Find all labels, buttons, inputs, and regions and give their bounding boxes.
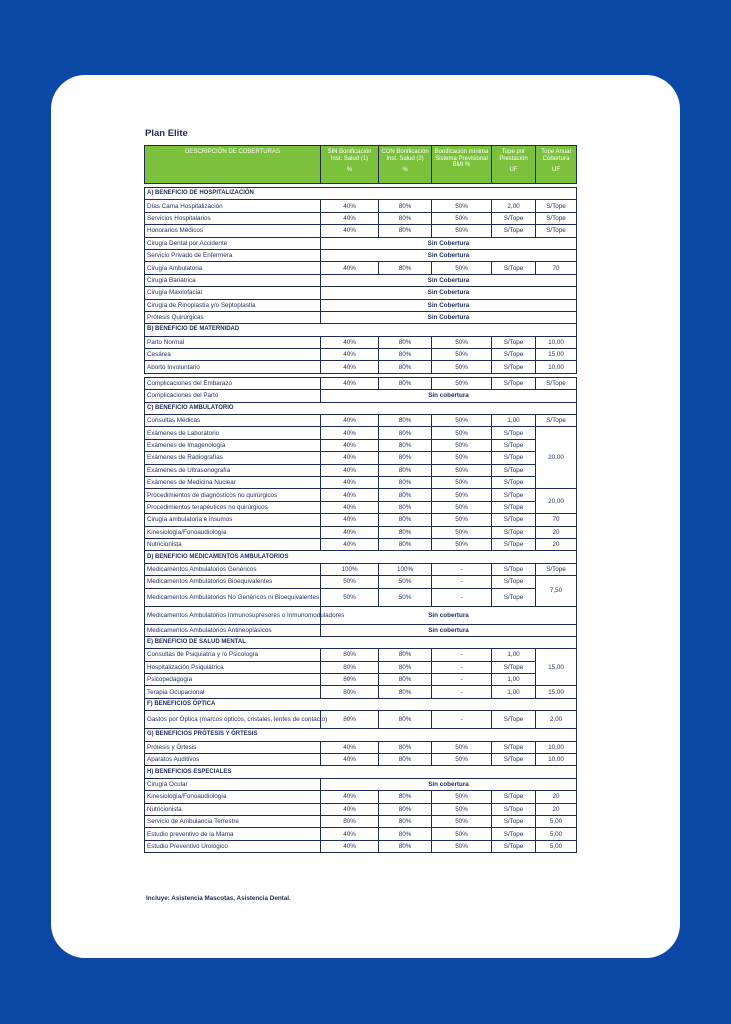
tope-prestacion-value: S/Tope <box>492 563 536 575</box>
coverage-name: Estudio preventivo de la Mama <box>145 828 321 840</box>
con-bonificacion-value: 80% <box>379 377 432 389</box>
tope-anual-value: 5,00 <box>536 815 577 827</box>
coverage-name: Exámenes de Laboratorio <box>145 427 321 439</box>
sin-bonificacion-value: 100% <box>321 563 379 575</box>
coverage-name: Servicio de Ambulancia Terrestre <box>145 815 321 827</box>
section-title: A) BENEFICIO DE HOSPITALIZACIÓN <box>145 188 577 200</box>
bmi-value: 50% <box>432 427 492 439</box>
table-row <box>145 249 577 261</box>
no-coverage-cell: Sin cobertura <box>321 778 577 790</box>
header-con: CON Bonificación Inst. Salud (2) % <box>379 146 432 184</box>
con-bonificacion-value: 80% <box>379 803 432 815</box>
tope-prestacion-value: S/Tope <box>492 212 536 224</box>
tope-prestacion-value: 1,00 <box>492 415 536 427</box>
tope-anual-value: S/Tope <box>536 377 577 389</box>
bmi-value: 50% <box>432 828 492 840</box>
sin-bonificacion-value: 40% <box>321 791 379 803</box>
table-row <box>145 576 577 588</box>
tope-prestacion-value: S/Tope <box>492 377 536 389</box>
bmi-value: - <box>432 674 492 686</box>
tope-anual-value: S/Tope <box>536 212 577 224</box>
table-row <box>145 262 577 274</box>
bmi-value: 50% <box>432 840 492 852</box>
con-bonificacion-value: 50% <box>379 576 432 588</box>
sin-bonificacion-value: 80% <box>321 661 379 673</box>
con-bonificacion-value: 80% <box>379 464 432 476</box>
table-row <box>145 299 577 311</box>
tope-prestacion-value: S/Tope <box>492 262 536 274</box>
tope-anual-value: 5,00 <box>536 840 577 852</box>
sin-bonificacion-value: 50% <box>321 588 379 606</box>
table-row <box>145 686 577 698</box>
coverage-name: Cirugía Dental por Accidente <box>145 237 321 249</box>
tope-anual-value: 15,00 <box>536 686 577 698</box>
tope-prestacion-value: S/Tope <box>492 514 536 526</box>
tope-prestacion-value: 1,00 <box>492 674 536 686</box>
coverage-name: Exámenes de Radiografías <box>145 452 321 464</box>
tope-anual-value: S/Tope <box>536 415 577 427</box>
table-row <box>145 778 577 790</box>
coverage-name: Cirugía Maxilofacial <box>145 287 321 299</box>
tope-anual-value: 5,00 <box>536 828 577 840</box>
coverage-name: Procedimientos de diagnósticos no quirúrgicos <box>145 489 321 501</box>
tope-prestacion-value: S/Tope <box>492 538 536 550</box>
coverage-name: Aborto Involuntario <box>145 361 321 373</box>
header-description: DESCRIPCIÓN DE COBERTURAS <box>145 146 321 184</box>
table-row <box>145 349 577 361</box>
sin-bonificacion-value: 80% <box>321 674 379 686</box>
table-row <box>145 840 577 852</box>
tope-anual-value: S/Tope <box>536 225 577 237</box>
tope-prestacion-value: S/Tope <box>492 815 536 827</box>
coverage-name: Nutricionista <box>145 538 321 550</box>
no-coverage-cell: Sin cobertura <box>321 624 577 636</box>
coverage-name: Psicopedagogía <box>145 674 321 686</box>
sin-bonificacion-value: 80% <box>321 711 379 729</box>
con-bonificacion-value: 80% <box>379 336 432 348</box>
sin-bonificacion-value: 40% <box>321 741 379 753</box>
con-bonificacion-value: 80% <box>379 262 432 274</box>
section-row <box>145 324 577 336</box>
con-bonificacion-value: 100% <box>379 563 432 575</box>
tope-prestacion-value: S/Tope <box>492 840 536 852</box>
header-anual: Tope Anual Cobertura UF <box>536 146 577 184</box>
con-bonificacion-value: 80% <box>379 489 432 501</box>
bmi-value: 50% <box>432 526 492 538</box>
tope-anual-group-value: 20,00 <box>536 427 577 489</box>
table-row <box>145 452 577 464</box>
section-title: D) BENEFICIO MEDICAMENTOS AMBULATORIOS <box>145 551 577 563</box>
coverage-name: Parto Normal <box>145 336 321 348</box>
sin-bonificacion-value: 40% <box>321 754 379 766</box>
coverage-name: Consultas Médicas <box>145 415 321 427</box>
table-row <box>145 674 577 686</box>
tope-prestacion-value: S/Tope <box>492 754 536 766</box>
section-title: G) BENEFICIOS PRÓTESIS Y ÓRTESIS <box>145 729 577 741</box>
tope-prestacion-value: S/Tope <box>492 803 536 815</box>
tope-prestacion-value: S/Tope <box>492 661 536 673</box>
section-row <box>145 188 577 200</box>
coverage-name: Exámenes de Medicina Nuclear <box>145 476 321 488</box>
tope-prestacion-value: S/Tope <box>492 711 536 729</box>
section-row <box>145 551 577 563</box>
tope-prestacion-value: S/Tope <box>492 741 536 753</box>
tope-anual-group-value: 7,50 <box>536 576 577 606</box>
table-row <box>145 828 577 840</box>
con-bonificacion-value: 80% <box>379 200 432 212</box>
bmi-value: 50% <box>432 452 492 464</box>
tope-prestacion-value: 1,00 <box>492 686 536 698</box>
tope-anual-value: 10,00 <box>536 754 577 766</box>
bmi-value: 50% <box>432 361 492 373</box>
sin-bonificacion-value: 40% <box>321 501 379 513</box>
con-bonificacion-value: 80% <box>379 741 432 753</box>
sin-bonificacion-value: 40% <box>321 377 379 389</box>
bmi-value: 50% <box>432 464 492 476</box>
header-tope: Tope por Prestación UF <box>492 146 536 184</box>
table-row <box>145 237 577 249</box>
tope-prestacion-value: 2,00 <box>492 200 536 212</box>
sin-bonificacion-value: 80% <box>321 686 379 698</box>
sin-bonificacion-value: 50% <box>321 576 379 588</box>
con-bonificacion-value: 80% <box>379 476 432 488</box>
con-bonificacion-value: 80% <box>379 649 432 661</box>
bmi-value: 50% <box>432 815 492 827</box>
con-bonificacion-value: 80% <box>379 501 432 513</box>
sin-bonificacion-value: 80% <box>321 815 379 827</box>
header-sin: SIN Bonificación Inst. Salud (1) % <box>321 146 379 184</box>
table-row <box>145 311 577 323</box>
con-bonificacion-value: 80% <box>379 661 432 673</box>
coverage-name: Procedimientos terapéuticos no quirúrgicos <box>145 501 321 513</box>
sin-bonificacion-value: 40% <box>321 489 379 501</box>
sin-bonificacion-value: 40% <box>321 526 379 538</box>
coverage-name: Cirugía Ocular <box>145 778 321 790</box>
sin-bonificacion-value: 40% <box>321 476 379 488</box>
tope-prestacion-value: S/Tope <box>492 501 536 513</box>
table-row <box>145 336 577 348</box>
coverage-name: Medicamentos Ambulatorios Antineoplásicos <box>145 624 321 636</box>
section-row <box>145 698 577 710</box>
no-coverage-cell: Sin Cobertura <box>321 299 577 311</box>
tope-prestacion-value: S/Tope <box>492 225 536 237</box>
table-row <box>145 606 577 624</box>
coverage-name: Medicamentos Ambulatorios Genéricos <box>145 563 321 575</box>
con-bonificacion-value: 80% <box>379 349 432 361</box>
sin-bonificacion-value: 40% <box>321 452 379 464</box>
bmi-value: 50% <box>432 741 492 753</box>
sin-bonificacion-value: 40% <box>321 349 379 361</box>
sin-bonificacion-value: 80% <box>321 649 379 661</box>
coverage-name: Días Cama Hospitalización <box>145 200 321 212</box>
table-row <box>145 427 577 439</box>
no-coverage-cell: Sin Cobertura <box>321 311 577 323</box>
tope-anual-value: S/Tope <box>536 563 577 575</box>
bmi-value: 50% <box>432 476 492 488</box>
tope-anual-value: 20 <box>536 791 577 803</box>
tope-anual-value: 20 <box>536 538 577 550</box>
table-row <box>145 390 577 402</box>
tope-anual-value: 2,00 <box>536 711 577 729</box>
con-bonificacion-value: 80% <box>379 791 432 803</box>
tope-anual-value: 20 <box>536 526 577 538</box>
no-coverage-cell: Sin Cobertura <box>321 287 577 299</box>
bmi-value: - <box>432 588 492 606</box>
sin-bonificacion-value: 40% <box>321 262 379 274</box>
bmi-value: - <box>432 686 492 698</box>
table-row <box>145 563 577 575</box>
table-row <box>145 661 577 673</box>
section-title: H) BENEFICIOS ESPECIALES <box>145 766 577 778</box>
tope-prestacion-value: S/Tope <box>492 427 536 439</box>
coverage-name: Servicio Privado de Enfermera <box>145 249 321 261</box>
table-row <box>145 361 577 373</box>
table-row <box>145 377 577 389</box>
sin-bonificacion-value: 40% <box>321 840 379 852</box>
bmi-value: - <box>432 661 492 673</box>
tope-prestacion-value: S/Tope <box>492 361 536 373</box>
coverage-name: Hospitalización Psiquiátrica <box>145 661 321 673</box>
coverage-name: Complicaciones del Parto <box>145 390 321 402</box>
table-row <box>145 212 577 224</box>
con-bonificacion-value: 80% <box>379 840 432 852</box>
bmi-value: 50% <box>432 225 492 237</box>
con-bonificacion-value: 80% <box>379 711 432 729</box>
con-bonificacion-value: 80% <box>379 674 432 686</box>
section-title: B) BENEFICIO DE MATERNIDAD <box>145 324 577 336</box>
bmi-value: 50% <box>432 349 492 361</box>
con-bonificacion-value: 80% <box>379 415 432 427</box>
tope-anual-group-value: 15,00 <box>536 649 577 686</box>
table-row <box>145 225 577 237</box>
coverage-name: Medicamentos Ambulatorios Bioequivalentes <box>145 576 321 588</box>
tope-prestacion-value: S/Tope <box>492 464 536 476</box>
no-coverage-cell: Sin cobertura <box>321 390 577 402</box>
coverage-name: Terapia Ocupacional <box>145 686 321 698</box>
bmi-value: 50% <box>432 415 492 427</box>
coverage-name: Cirugía ambulatoria e insumos <box>145 514 321 526</box>
tope-prestacion-value: 1,00 <box>492 649 536 661</box>
tope-anual-value: 15,00 <box>536 349 577 361</box>
con-bonificacion-value: 80% <box>379 514 432 526</box>
bmi-value: 50% <box>432 791 492 803</box>
section-row <box>145 729 577 741</box>
tope-prestacion-value: S/Tope <box>492 791 536 803</box>
table-header <box>145 146 577 184</box>
bmi-value: 50% <box>432 489 492 501</box>
bmi-value: 50% <box>432 538 492 550</box>
table-row <box>145 489 577 501</box>
coverage-name: Complicaciones del Embarazo <box>145 377 321 389</box>
coverage-name: Cesárea <box>145 349 321 361</box>
sin-bonificacion-value: 40% <box>321 828 379 840</box>
coverage-name: Cirugía Bariátrica <box>145 274 321 286</box>
table-row <box>145 415 577 427</box>
no-coverage-cell: Sin Cobertura <box>321 249 577 261</box>
table-row <box>145 649 577 661</box>
sin-bonificacion-value: 40% <box>321 361 379 373</box>
coverage-name: Exámenes de Ultrasonografía <box>145 464 321 476</box>
coverage-name: Cirugía Ambulatoria <box>145 262 321 274</box>
con-bonificacion-value: 80% <box>379 754 432 766</box>
section-title: C) BENEFICIO AMBULATORIO <box>145 402 577 414</box>
con-bonificacion-value: 80% <box>379 427 432 439</box>
bmi-value: - <box>432 563 492 575</box>
coverage-name: Servicios Hospitalarios <box>145 212 321 224</box>
sin-bonificacion-value: 40% <box>321 803 379 815</box>
coverage-table <box>144 145 577 853</box>
tope-anual-value: 20 <box>536 803 577 815</box>
table-row <box>145 791 577 803</box>
coverage-name: Prótesis y Órtesis <box>145 741 321 753</box>
table-row <box>145 200 577 212</box>
con-bonificacion-value: 80% <box>379 526 432 538</box>
bmi-value: 50% <box>432 439 492 451</box>
table-row <box>145 274 577 286</box>
coverage-name: Medicamentos Ambulatorios No Genéricos ni Bioequivalentes <box>145 588 321 606</box>
bmi-value: 50% <box>432 377 492 389</box>
con-bonificacion-value: 80% <box>379 815 432 827</box>
sin-bonificacion-value: 40% <box>321 464 379 476</box>
bmi-value: 50% <box>432 754 492 766</box>
table-row <box>145 588 577 606</box>
tope-prestacion-value: S/Tope <box>492 526 536 538</box>
con-bonificacion-value: 80% <box>379 225 432 237</box>
bmi-value: 50% <box>432 501 492 513</box>
coverage-name: Consultas de Psiquiatría y /o Psicología <box>145 649 321 661</box>
bmi-value: 50% <box>432 514 492 526</box>
con-bonificacion-value: 80% <box>379 361 432 373</box>
coverage-name: Prótesis Quirúrgicas <box>145 311 321 323</box>
coverage-name: Exámenes de Imagenología <box>145 439 321 451</box>
section-row <box>145 766 577 778</box>
section-row <box>145 402 577 414</box>
tope-anual-group-value: 20,00 <box>536 489 577 514</box>
tope-prestacion-value: S/Tope <box>492 489 536 501</box>
table-row <box>145 439 577 451</box>
tope-prestacion-value: S/Tope <box>492 439 536 451</box>
tope-prestacion-value: S/Tope <box>492 828 536 840</box>
table-row <box>145 624 577 636</box>
table-row <box>145 514 577 526</box>
sin-bonificacion-value: 40% <box>321 336 379 348</box>
coverage-name: Cirugía de Rinoplastia y/o Septoplastia <box>145 299 321 311</box>
no-coverage-cell: Sin Cobertura <box>321 237 577 249</box>
con-bonificacion-value: 80% <box>379 686 432 698</box>
section-row <box>145 636 577 648</box>
coverage-name: Estudio Preventivo Urológico <box>145 840 321 852</box>
tope-anual-value: 10,00 <box>536 336 577 348</box>
tope-anual-value: 10,00 <box>536 741 577 753</box>
sin-bonificacion-value: 40% <box>321 415 379 427</box>
table-row <box>145 711 577 729</box>
plan-title: Plan Elite <box>145 128 188 139</box>
bmi-value: 50% <box>432 803 492 815</box>
table-row <box>145 741 577 753</box>
table-row <box>145 501 577 513</box>
bmi-value: 50% <box>432 212 492 224</box>
bmi-value: 50% <box>432 336 492 348</box>
coverage-name: Aparatos Auditivos <box>145 754 321 766</box>
header-bmi: Bonificación mínima Sistema Previsional BMI % <box>432 146 492 184</box>
tope-prestacion-value: S/Tope <box>492 349 536 361</box>
con-bonificacion-value: 80% <box>379 212 432 224</box>
tope-anual-value: S/Tope <box>536 200 577 212</box>
coverage-name: Nutricionista <box>145 803 321 815</box>
table-row <box>145 815 577 827</box>
con-bonificacion-value: 50% <box>379 588 432 606</box>
tope-prestacion-value: S/Tope <box>492 588 536 606</box>
con-bonificacion-value: 80% <box>379 439 432 451</box>
footnote: Incluye: Asistencia Mascotas, Asistencia Dental. <box>146 895 291 902</box>
bmi-value: - <box>432 711 492 729</box>
tope-prestacion-value: S/Tope <box>492 476 536 488</box>
sin-bonificacion-value: 40% <box>321 514 379 526</box>
table-row <box>145 538 577 550</box>
sin-bonificacion-value: 40% <box>321 427 379 439</box>
tope-prestacion-value: S/Tope <box>492 336 536 348</box>
sin-bonificacion-value: 40% <box>321 439 379 451</box>
tope-prestacion-value: S/Tope <box>492 452 536 464</box>
coverage-name: Medicamentos Ambulatorios Inmunosupresores o Inmunomoduladores <box>145 606 321 624</box>
table-row <box>145 464 577 476</box>
sin-bonificacion-value: 40% <box>321 225 379 237</box>
con-bonificacion-value: 80% <box>379 538 432 550</box>
coverage-name: Honorarios Médicos <box>145 225 321 237</box>
bmi-value: 50% <box>432 262 492 274</box>
tope-anual-value: 10,00 <box>536 361 577 373</box>
table-row <box>145 287 577 299</box>
tope-anual-value: 70 <box>536 262 577 274</box>
table-row <box>145 476 577 488</box>
coverage-name: Kinesiología/Fonoaudiología <box>145 526 321 538</box>
table-row <box>145 803 577 815</box>
con-bonificacion-value: 80% <box>379 828 432 840</box>
table-row <box>145 754 577 766</box>
tope-anual-value: 70 <box>536 514 577 526</box>
no-coverage-cell: Sin cobertura <box>321 606 577 624</box>
table-row <box>145 526 577 538</box>
bmi-value: - <box>432 649 492 661</box>
section-title: F) BENEFICIOS ÓPTICA <box>145 698 577 710</box>
section-title: E) BENEFICIO DE SALUD MENTAL <box>145 636 577 648</box>
bmi-value: 50% <box>432 200 492 212</box>
sin-bonificacion-value: 40% <box>321 200 379 212</box>
tope-prestacion-value: S/Tope <box>492 576 536 588</box>
no-coverage-cell: Sin Cobertura <box>321 274 577 286</box>
con-bonificacion-value: 80% <box>379 452 432 464</box>
coverage-name: Kinesiología/Fonoaudiología <box>145 791 321 803</box>
bmi-value: - <box>432 576 492 588</box>
sin-bonificacion-value: 40% <box>321 538 379 550</box>
coverage-name: Gastos por Óptica (marcos ópticos, cristales, lentes de contacto) <box>145 711 321 729</box>
sin-bonificacion-value: 40% <box>321 212 379 224</box>
